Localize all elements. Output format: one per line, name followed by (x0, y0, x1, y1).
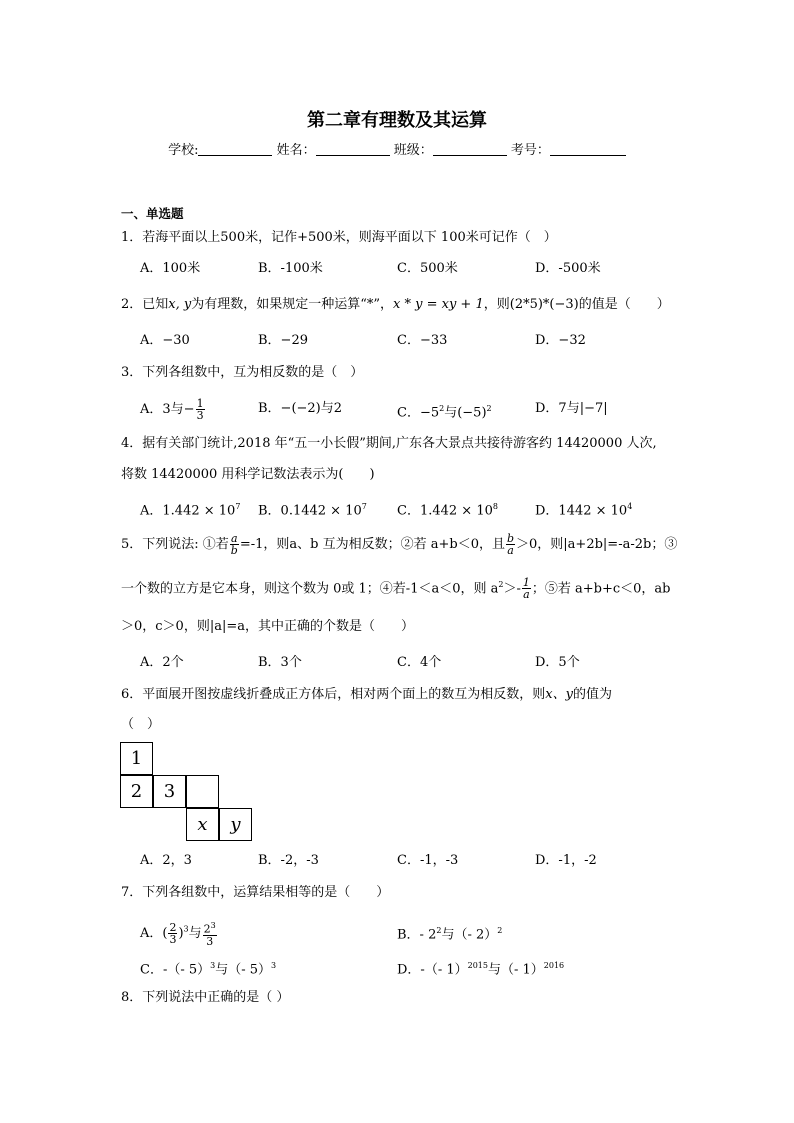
q3-option-d: D．7与|−7| (535, 401, 608, 416)
question-6-line2: （ ） (121, 717, 161, 732)
question-5-line2 (121, 576, 671, 600)
question-4-line1: 4．据有关部门统计,2018 年“五一小长假”期间,广东各大景点共接待游客约 14420000 人次, (121, 436, 657, 451)
question-7-stem: 7．下列各组数中，运算结果相等的是（ ） (121, 885, 390, 900)
q7-c-pre: C．-（- 5） (140, 962, 211, 978)
q3-option-a (140, 398, 206, 421)
q4-b-text: B．0.1442 × 10 (258, 503, 362, 519)
q2-part1: 2．已知 (121, 297, 169, 312)
q4-a-text: A．1.442 × 10 (140, 503, 236, 519)
q4-c-sup: 8 (492, 502, 498, 511)
q7-a-f2-den: 3 (206, 934, 214, 948)
q2-part3: ，则 (483, 297, 510, 312)
question-4-line2: 将数 14420000 用科学记数法表示为( ) (121, 467, 375, 482)
question-8-stem: 8．下列说法中正确的是（ ） (121, 990, 290, 1005)
q7-a-pre: A．( (140, 925, 168, 941)
q2-part4: 的值是（ ） (578, 297, 670, 312)
q1-option-a: A．100米 (140, 261, 201, 276)
q7-a-mid: 与 (188, 925, 202, 941)
exam-no-blank[interactable] (550, 141, 626, 156)
q5-option-c: C．4个 (397, 655, 442, 670)
q7-option-c (140, 957, 276, 979)
q5-f3-den: a (523, 588, 530, 602)
q7-b-sup1: 2 (436, 926, 442, 935)
q7-a-f2-sup: 3 (210, 921, 216, 930)
question-6-line1 (121, 686, 612, 704)
q2-option-d: D．−32 (535, 333, 586, 348)
q4-d-sup: 4 (627, 502, 633, 511)
q1-option-d: D．-500米 (535, 261, 601, 276)
q7-a-sup: 3 (183, 924, 189, 934)
q7-c-sup2: 3 (271, 961, 277, 970)
q5-option-a: A．2个 (140, 655, 184, 670)
net-cell-x: x (186, 808, 219, 841)
class-blank[interactable] (433, 141, 507, 156)
net-cell-4 (186, 775, 219, 808)
q7-d-pre: D．-（- 1） (397, 962, 468, 978)
q3-option-b: B．−(−2)与2 (258, 401, 343, 416)
school-blank[interactable] (198, 141, 272, 156)
q4-option-d (535, 498, 632, 520)
q1-option-b: B．-100米 (258, 261, 323, 276)
q7-a-f1-den: 3 (169, 932, 177, 946)
question-2-stem (121, 296, 670, 314)
q6-option-c: C．-1，-3 (397, 853, 459, 868)
q7-c-mid: 与（- 5） (215, 962, 272, 978)
q5-f1-num: a (231, 532, 238, 545)
q3-c-sup2: 2 (486, 404, 492, 413)
q6-vars: x、y (545, 687, 573, 702)
q5-f1-den: b (230, 544, 238, 557)
q4-option-a (140, 498, 240, 520)
q7-d-sup1: 2015 (467, 961, 488, 970)
q5-l2-c: ；⑤若 a+b+c＜0，ab (531, 581, 671, 597)
q3-option-c (397, 400, 492, 422)
q3-a-den: 3 (196, 409, 204, 422)
q3-c-pre: C．−5 (397, 405, 440, 421)
q7-d-sup2: 2016 (543, 961, 565, 970)
question-3-stem: 3．下列各组数中，互为相反数的是（ ） (121, 365, 364, 380)
q7-b-pre: B．- 2 (397, 927, 437, 943)
section-heading: 一、单选题 (121, 206, 184, 221)
q5-l1-b: =-1，则a、b 互为相反数；②若 a+b＜0，且 (239, 537, 505, 552)
q6-option-d: D．-1，-2 (535, 853, 597, 868)
q5-l2-sup: 2 (498, 580, 504, 589)
question-5-line3: ＞0，c＞0，则|a|=a，其中正确的个数是（ ） (121, 619, 414, 634)
q7-a-f2-num-wrap (203, 920, 217, 936)
q5-l2-b: ＞- (503, 581, 521, 597)
page-title: 第二章有理数及其运算 (307, 110, 487, 131)
q7-d-mid: 与（- 1） (487, 962, 544, 978)
net-cell-1: 1 (120, 742, 153, 775)
q4-d-text: D．1442 × 10 (535, 503, 628, 519)
q7-a-f1-num: 2 (169, 920, 177, 934)
q5-fraction-2 (506, 533, 515, 556)
q7-a-fraction-1 (168, 922, 177, 945)
q6-option-a: A．2，3 (140, 853, 192, 868)
name-blank[interactable] (316, 141, 390, 156)
q7-b-mid: 与（- 2） (441, 927, 498, 943)
q4-c-text: C．1.442 × 10 (397, 503, 493, 519)
q7-a-post: ) (178, 925, 184, 941)
q2-option-a: A．−30 (140, 333, 190, 348)
q7-c-sup1: 3 (210, 961, 216, 970)
q6-l1-a: 6．平面展开图按虚线折叠成正方体后，相对两个面上的数互为相反数，则 (121, 687, 546, 702)
q5-option-b: B．3个 (258, 655, 302, 670)
q5-l1-c: ＞0，则|a+2b|=-a-2b；③ (516, 537, 678, 552)
q7-option-a (140, 920, 218, 947)
q3-c-mid: 与(−5) (444, 405, 487, 421)
q5-f2-den: a (507, 544, 514, 557)
net-cell-y: y (219, 808, 252, 841)
q2-option-b: B．−29 (258, 333, 308, 348)
q2-option-c: C．−33 (397, 333, 448, 348)
q3-c-sup1: 2 (439, 404, 445, 413)
question-5-line1 (121, 533, 677, 556)
q5-l1-a: 5．下列说法: ①若 (121, 537, 229, 552)
q3-a-text: A．3与− (140, 402, 195, 417)
q6-option-b: B．-2，-3 (258, 853, 319, 868)
exam-no-label: 考号： (510, 143, 550, 158)
q5-f2-num: b (506, 532, 515, 545)
q7-b-sup2: 2 (497, 926, 503, 935)
q4-option-c (397, 498, 498, 520)
q7-a-f2-num: 2 (203, 922, 211, 936)
school-label: 学校: (168, 143, 199, 158)
q7-option-d (397, 957, 564, 979)
q6-l1-b: 的值为 (572, 687, 612, 702)
student-info-line (0, 139, 794, 158)
q5-f3-num: 1 (522, 576, 530, 590)
name-label: 姓名： (276, 143, 316, 158)
q2-vars: x, y (168, 297, 192, 312)
q5-fraction-1 (230, 533, 239, 556)
q5-option-d: D．5个 (535, 655, 580, 670)
question-1-stem: 1．若海平面以上500米，记作+500米，则海平面以下 100米可记作（ ） (121, 230, 557, 245)
q4-a-sup: 7 (235, 502, 241, 511)
q2-expr: (2*5)*(−3) (509, 297, 579, 312)
q7-option-b (397, 922, 502, 944)
q4-b-sup: 7 (361, 502, 367, 511)
q2-rule: x * y = xy + 1 (393, 297, 484, 312)
q5-l2-a: 一个数的立方是它本身，则这个数为 0或 1；④若-1＜a＜0，则 a (121, 581, 499, 597)
q4-option-b (258, 498, 367, 520)
q2-part2: 为有理数，如果规定一种运算“*”， (191, 297, 394, 312)
q3-a-fraction (196, 398, 205, 421)
q3-a-num: 1 (196, 397, 204, 410)
q7-a-fraction-2 (203, 920, 217, 947)
class-label: 班级： (393, 143, 433, 158)
q1-option-c: C．500米 (397, 261, 458, 276)
net-cell-2: 2 (120, 775, 153, 808)
net-cell-3: 3 (153, 775, 186, 808)
q5-fraction-3 (522, 577, 531, 600)
